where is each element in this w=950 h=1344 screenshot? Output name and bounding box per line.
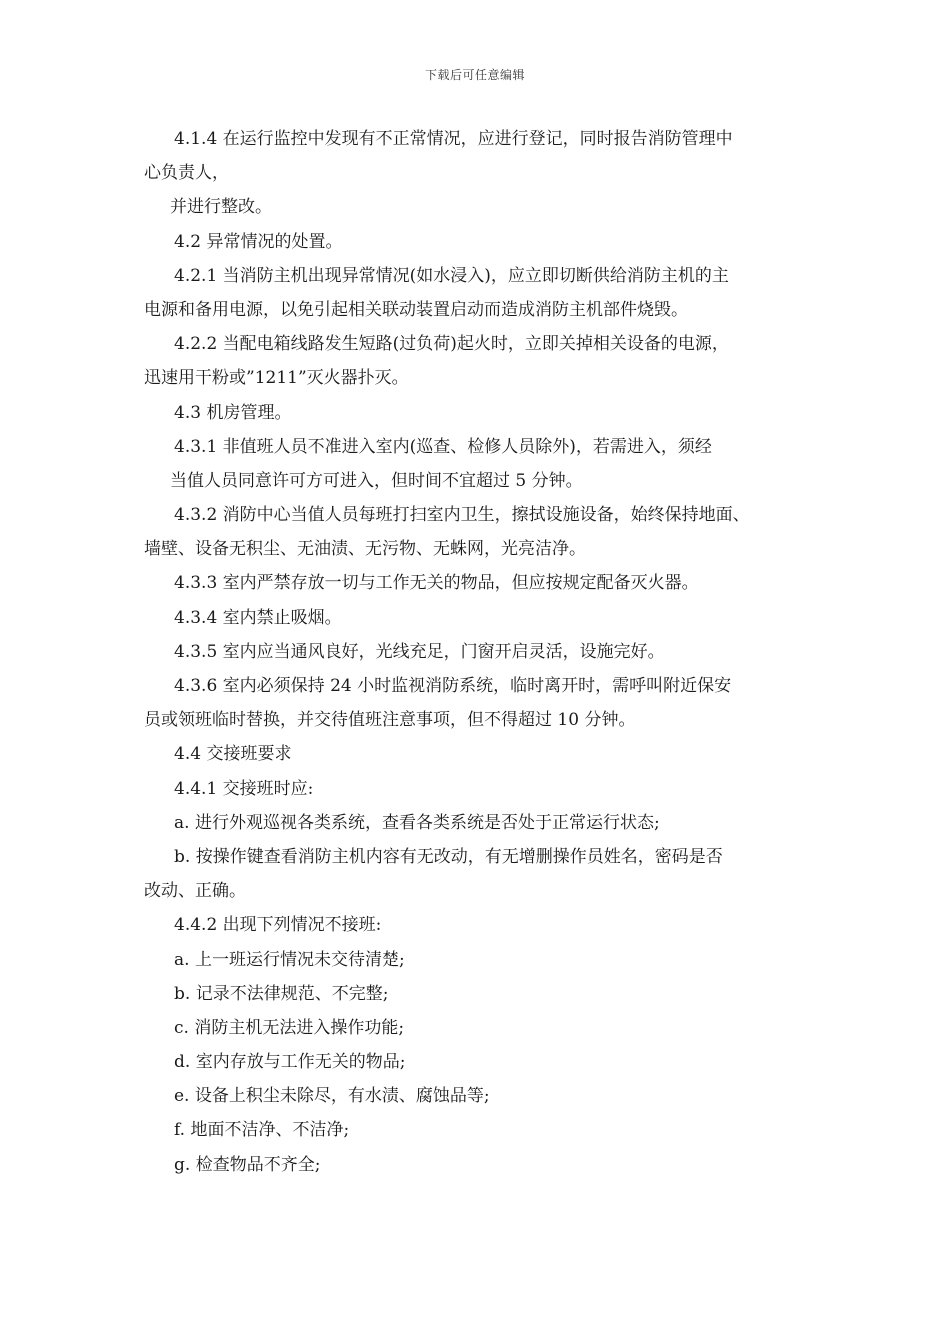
paragraph-line: 员或领班临时替换，并交待值班注意事项，但不得超过 10 分钟。 bbox=[144, 710, 636, 731]
paragraph-line: 4.2 异常情况的处置。 bbox=[174, 231, 343, 252]
paragraph-line: 电源和备用电源，以免引起相关联动装置启动而造成消防主机部件烧毁。 bbox=[144, 299, 688, 320]
paragraph-line: 4.4.2 出现下列情况不接班: bbox=[174, 915, 382, 936]
paragraph-line: 墙壁、设备无积尘、无油渍、无污物、无蛛网，光亮洁净。 bbox=[144, 539, 586, 560]
paragraph-line: 4.3.1 非值班人员不准进入室内(巡查、检修人员除外)，若需进入，须经 bbox=[174, 436, 712, 457]
paragraph-line: 4.3.2 消防中心当值人员每班打扫室内卫生，擦拭设施设备，始终保持地面、 bbox=[174, 505, 750, 526]
paragraph-line: c. 消防主机无法进入操作功能; bbox=[174, 1017, 405, 1038]
paragraph-line: 4.3.6 室内必须保持 24 小时监视消防系统，临时离开时，需呼叫附近保安 bbox=[174, 676, 732, 696]
paragraph-line: 4.2.1 当消防主机出现异常情况(如水浸入)，应立即切断供给消防主机的主 bbox=[174, 265, 729, 286]
paragraph-line: e. 设备上积尘未除尽，有水渍、腐蚀品等; bbox=[174, 1086, 490, 1107]
paragraph-line: 4.3.5 室内应当通风良好，光线充足，门窗开启灵活，设施完好。 bbox=[174, 641, 665, 662]
paragraph-line: 4.4.1 交接班时应: bbox=[174, 778, 314, 799]
paragraph-line: 4.3 机房管理。 bbox=[174, 402, 292, 423]
paragraph-line: 4.3.3 室内严禁存放一切与工作无关的物品，但应按规定配备灭火器。 bbox=[174, 573, 699, 594]
paragraph-line: 4.4 交接班要求 bbox=[174, 744, 292, 765]
paragraph-line: 4.2.2 当配电箱线路发生短路(过负荷)起火时，立即关掉相关设备的电源， bbox=[174, 334, 729, 355]
paragraph-line: 改动、正确。 bbox=[144, 881, 246, 902]
document-body bbox=[144, 122, 814, 1182]
paragraph-line: 4.3.4 室内禁止吸烟。 bbox=[174, 607, 342, 628]
paragraph-line: 并进行整改。 bbox=[170, 197, 272, 218]
paragraph-line: a. 上一班运行情况未交待清楚; bbox=[174, 949, 405, 970]
paragraph-line: b. 按操作键查看消防主机内容有无改动，有无增删操作员姓名，密码是否 bbox=[174, 846, 723, 867]
paragraph-line: 当值人员同意许可方可进入，但时间不宜超过 5 分钟。 bbox=[170, 470, 583, 491]
paragraph-line: 心负责人， bbox=[144, 163, 229, 184]
paragraph-line: a. 进行外观巡视各类系统，查看各类系统是否处于正常运行状态; bbox=[174, 812, 660, 833]
paragraph-line: b. 记录不法律规范、不完整; bbox=[174, 983, 389, 1004]
paragraph-line: f. 地面不洁净、不洁净; bbox=[174, 1120, 350, 1141]
paragraph-line: 迅速用干粉或”1211”灭火器扑灭。 bbox=[144, 368, 409, 389]
page-header: 下载后可任意编辑 bbox=[424, 68, 525, 82]
paragraph-line: d. 室内存放与工作无关的物品; bbox=[174, 1052, 406, 1073]
paragraph-line: g. 检查物品不齐全; bbox=[174, 1154, 321, 1175]
paragraph-line: 4.1.4 在运行监控中发现有不正常情况，应进行登记，同时报告消防管理中 bbox=[174, 129, 733, 149]
